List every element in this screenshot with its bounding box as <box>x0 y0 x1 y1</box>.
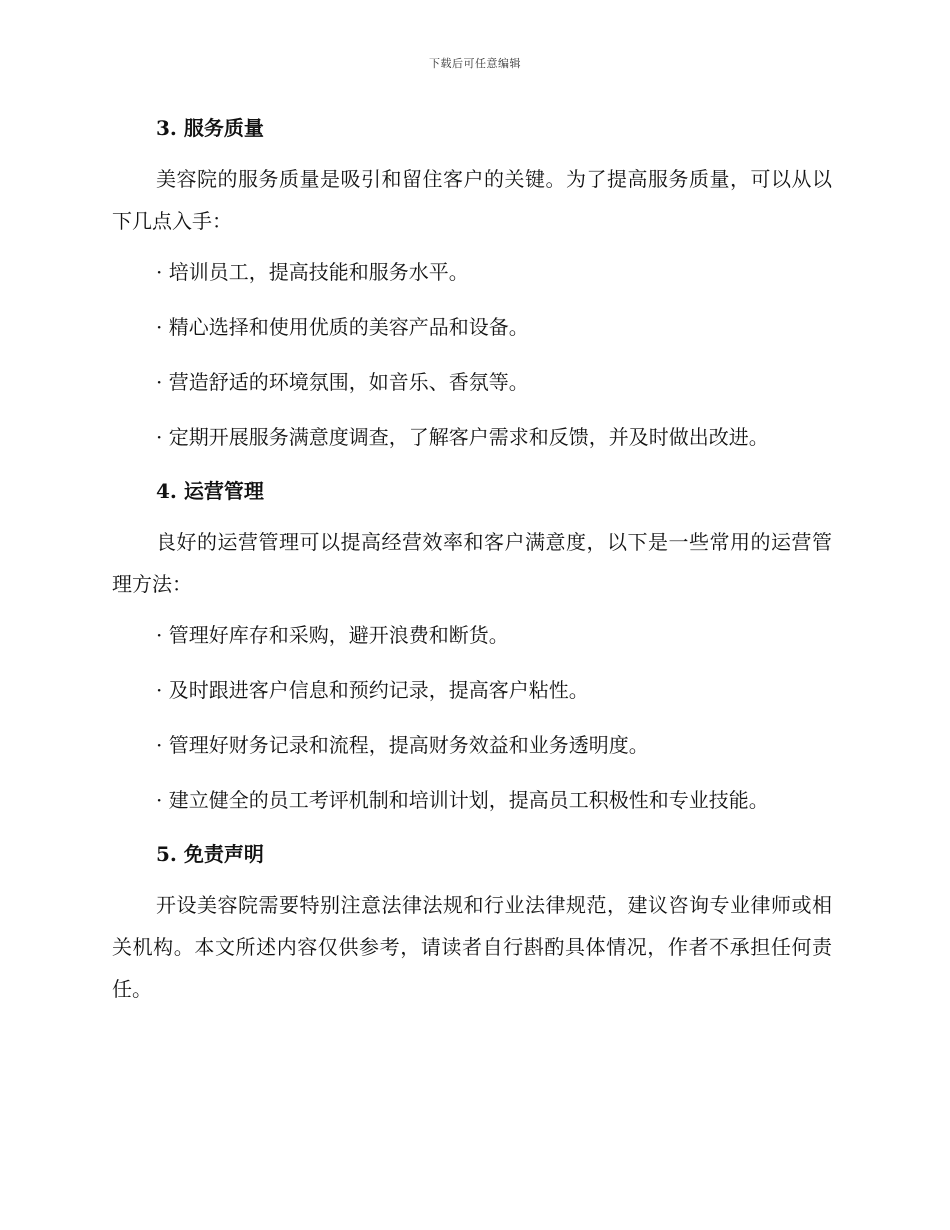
section-title: 4. 运营管理 <box>156 479 264 503</box>
section-title: 5. 免责声明 <box>156 842 264 866</box>
section-paragraph: 良好的运营管理可以提高经营效率和客户满意度，以下是一些常用的运营管理方法： <box>112 530 832 596</box>
section-title: 3. 服务质量 <box>156 116 264 140</box>
document-body <box>112 112 832 1010</box>
list-item: · 营造舒适的环境氛围，如音乐、香氛等。 <box>156 370 529 394</box>
section-operations-management <box>112 475 832 838</box>
section-service-quality <box>112 112 832 475</box>
list-item: · 建立健全的员工考评机制和培训计划，提高员工积极性和专业技能。 <box>156 788 769 812</box>
list-item: · 管理好财务记录和流程，提高财务效益和业务透明度。 <box>156 733 649 757</box>
section-disclaimer <box>112 838 832 1010</box>
list-item: · 管理好库存和采购，避开浪费和断货。 <box>156 623 509 647</box>
list-item: · 及时跟进客户信息和预约记录，提高客户粘性。 <box>156 678 589 702</box>
list-item: · 定期开展服务满意度调查，了解客户需求和反馈，并及时做出改进。 <box>156 425 769 449</box>
list-item: · 培训员工，提高技能和服务水平。 <box>156 260 469 284</box>
section-paragraph: 美容院的服务质量是吸引和留住客户的关键。为了提高服务质量，可以从以下几点入手： <box>112 167 832 233</box>
section-paragraph: 开设美容院需要特别注意法律法规和行业法律规范，建议咨询专业律师或相关机构。本文所述内容仅供参考，请读者自行斟酌具体情况，作者不承担任何责任。 <box>112 893 832 1001</box>
page-header: 下载后可任意编辑 <box>429 57 521 70</box>
list-item: · 精心选择和使用优质的美容产品和设备。 <box>156 315 529 339</box>
